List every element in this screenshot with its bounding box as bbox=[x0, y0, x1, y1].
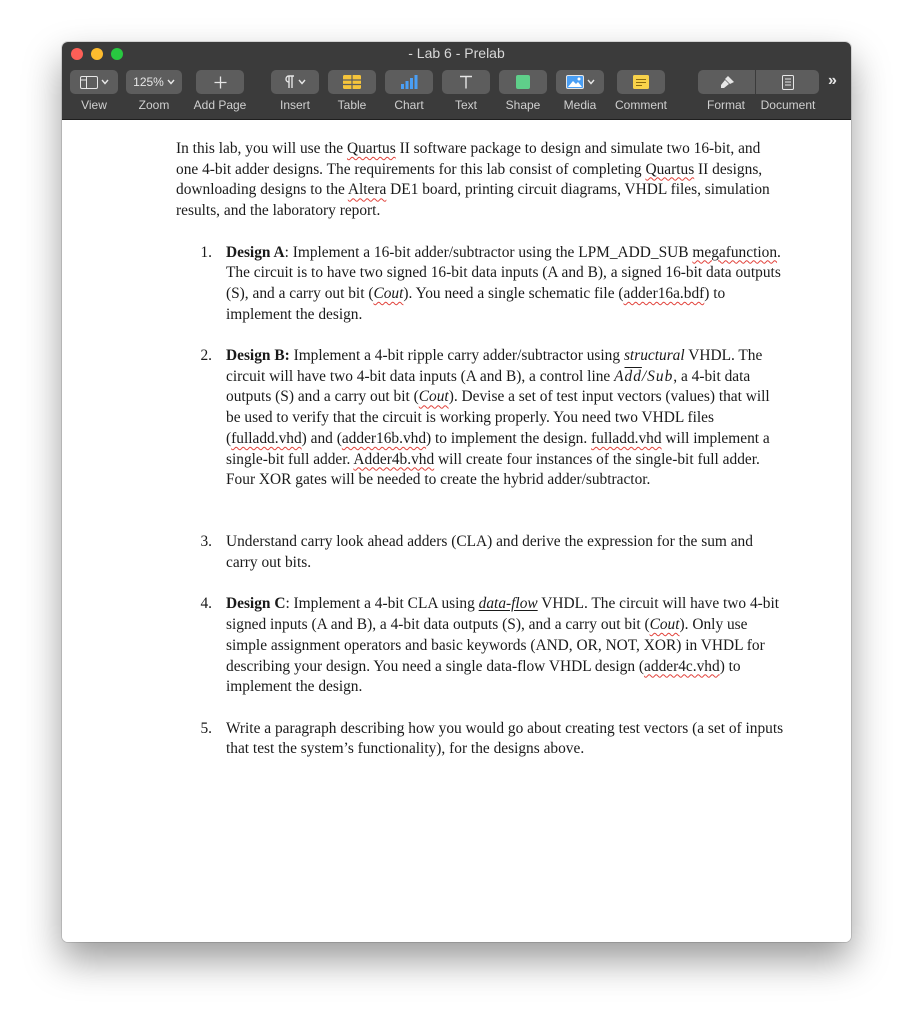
document-label: Document bbox=[760, 98, 816, 112]
document-body[interactable] bbox=[176, 139, 786, 760]
table-icon bbox=[343, 75, 361, 89]
text-icon bbox=[459, 75, 473, 89]
shape-button[interactable] bbox=[499, 70, 547, 94]
document-icon bbox=[782, 75, 794, 90]
toolbar bbox=[62, 42, 851, 120]
add-page-button[interactable] bbox=[196, 70, 244, 94]
list-item bbox=[176, 594, 786, 698]
intro-paragraph: In this lab, you will use the Quartus II software package to design and simulate two 16-bit, and one 4-bit adder designs. The requirements for this lab consist of completing Quartus II designs, downloading designs to the Altera DE1 board, printing circuit diagrams, VHDL files, simulation results, and the laboratory report. bbox=[176, 140, 770, 220]
text-button[interactable] bbox=[442, 70, 490, 94]
view-label: View bbox=[81, 98, 107, 112]
shape-icon bbox=[516, 75, 530, 89]
chart-icon bbox=[400, 75, 418, 89]
list-number: 3. bbox=[200, 533, 212, 551]
insert-button[interactable] bbox=[271, 70, 319, 94]
media-icon bbox=[566, 75, 584, 89]
list-item bbox=[176, 719, 786, 760]
chevron-down-icon bbox=[101, 79, 109, 85]
document-canvas[interactable] bbox=[62, 120, 851, 942]
insert-label: Insert bbox=[279, 98, 310, 112]
list-number: 4. bbox=[200, 595, 212, 613]
zoom-label: Zoom bbox=[138, 98, 170, 112]
chevron-down-icon bbox=[298, 79, 306, 85]
text-label: Text bbox=[454, 98, 477, 112]
pages-window bbox=[62, 42, 851, 942]
media-button[interactable] bbox=[556, 70, 604, 94]
chevron-down-icon bbox=[167, 79, 175, 85]
zoom-select[interactable] bbox=[126, 70, 182, 94]
add-page-label: Add Page bbox=[193, 98, 247, 112]
list-item-text: Design A: Implement a 16-bit adder/subtractor using the LPM_ADD_SUB megafunction. The circuit is to have two signed 16-bit data inputs (A and B), a signed 16-bit data outputs (S), and a carry out bit (Cout). You need a single schematic file (adder16a.bdf) to implement the design. bbox=[226, 243, 781, 323]
shape-label: Shape bbox=[505, 98, 541, 112]
chevron-down-icon bbox=[587, 79, 595, 85]
comment-button[interactable] bbox=[617, 70, 665, 94]
format-brush-icon bbox=[719, 75, 735, 89]
chart-label: Chart bbox=[394, 98, 424, 112]
list-number: 2. bbox=[200, 347, 212, 364]
view-button[interactable] bbox=[70, 70, 118, 94]
pilcrow-icon bbox=[284, 75, 295, 89]
table-label: Table bbox=[337, 98, 367, 112]
format-label: Format bbox=[706, 98, 745, 112]
list-item-text: Design C: Implement a 4-bit CLA using data-flow VHDL. The circuit will have two 4-bit signed inputs (A and B), a 4-bit data outputs (S), and a carry out bit (Cout). Only use simple assignment operators and basic keywords (AND, OR, NOT, XOR) in VHDL for describing your design. You need a single data-flow VHDL design (adder4c.vhd) to implement the design. bbox=[226, 595, 780, 696]
list-item-text: Write a paragraph describing how you would go about creating test vectors (a set of inputs that test the system’s functionality), for the designs above. bbox=[226, 719, 784, 758]
list-item bbox=[176, 243, 786, 326]
table-button[interactable] bbox=[328, 70, 376, 94]
comment-label: Comment bbox=[614, 98, 667, 112]
list-number: 5. bbox=[200, 719, 212, 737]
plus-icon bbox=[214, 76, 227, 89]
media-label: Media bbox=[563, 98, 597, 112]
list-item-text: Design B: Implement a 4-bit ripple carry adder/subtractor using structural VHDL. The circuit will have two 4-bit data inputs (A and B), a control line $A\overline{dd}$/Sub, a 4-bit data outputs (S) and a carry out bit (Cout). Devise a set of test input vectors (values) that will be used to verify that the circuit is working properly. You need two VHDL files (fulladd.vhd) and (adder16b.vhd) to implement the design. fulladd.vhd will implement a single-bit full adder. Adder4b.vhd will create four instances of the single-bit full adder. Four XOR gates will be needed to create the hybrid adder/subtractor. bbox=[226, 347, 770, 489]
list-item bbox=[176, 532, 786, 573]
chart-button[interactable] bbox=[385, 70, 433, 94]
list-number: 1. bbox=[200, 243, 212, 261]
list-item-text: Understand carry look ahead adders (CLA) and derive the expression for the sum and carry out bits. bbox=[226, 533, 753, 572]
control-line-expression: $A\overline{dd}$/Sub bbox=[614, 367, 674, 385]
window-title: - Lab 6 - Prelab bbox=[408, 45, 505, 61]
sidebar-icon bbox=[80, 76, 98, 89]
list-item bbox=[176, 346, 786, 491]
zoom-value: 125% bbox=[133, 75, 164, 89]
comment-icon bbox=[633, 75, 649, 89]
format-button[interactable] bbox=[698, 70, 755, 94]
document-button[interactable] bbox=[756, 70, 819, 94]
toolbar-overflow-button[interactable]: » bbox=[828, 72, 835, 89]
